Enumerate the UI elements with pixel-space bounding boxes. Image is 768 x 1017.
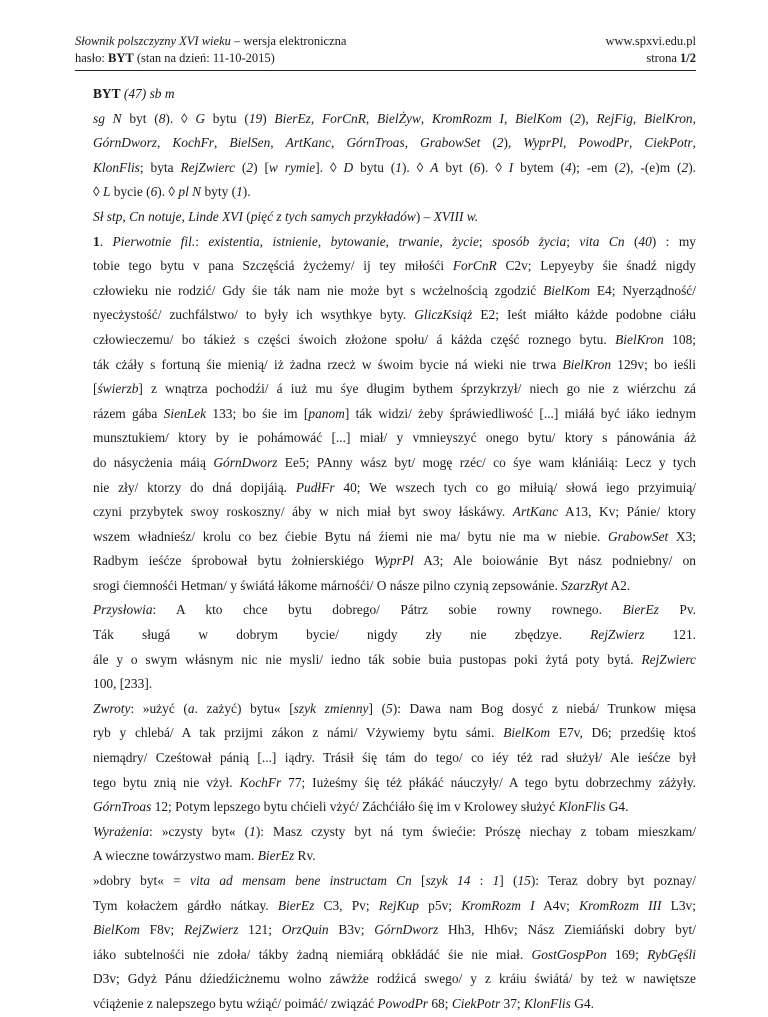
proverb-3: ále y o swym włásnym nic nie mysli/ iedno ták sobie buia pustopas poki żytá poty bytá. RejZwierc 100, [233].	[93, 651, 696, 692]
proverb-2: Ták sługá w dobrym bycie/ nigdy zły nie zbędzye. RejZwierz 121.	[93, 627, 696, 643]
sources-paragraph: Sł stp, Cn notuje, Linde XVI (pięć z tych samych przykładów) – XVIII w.	[93, 208, 479, 224]
sense-1-paragraph: 1. Pierwotnie fil.: existentia, istnienie, bytowanie, trwanie, życie; sposób życia; vita Cn (40) : my tobie tego bytu v pana Szczęściá życżemy/ ij tey miłośći ForCnR C2v; Lepyeyby śie śnadź nigdy człowieku nie rodzić/ Gdy śie ták nam nie może byt s wcżelnością zgodzić BielKom E4; Nyerządność/ nyecżystość/ zuchfálstwo/ to były ich wsythkye byty. GliczKsiąż E2; Ieśt miáłto káżde podobne ciáłu człowieczemu/ bo tákież s części śwoich złożone społu/ á káżda część roznego bytu. BielKron 108; ták cżáły s fortuną śie mienią/ iż żadna rzecż w śwoim bycie ná wieki nie trwa BielKron 129v; bo ieśli [świerzb] z wnątrza pochodźi/ á iuż mu śye długim bythem śprzykrzył/ niech go nie z wiérzchu zá rázem gába SienLek 133; bo śie im [panom] ták widzi/ żeby śpráwiedliwość [...] miáłá być iáko iednym munsztukiem/ ktory by ie pohámowáć [...] miał/ y vmnieyszyć onego bytu/ ktory s pánowánia áż do násycżenia máią GórnDworz Ee5; PAnny wász byt/ mogę rzéc/ co śye wam kłániáią: Lecz y tych nie zły/ ktorzy do dná dopijáią. PudłFr 40; We wszech tych co go miłuią/ słowá iego przyimuią/ czyni przybytek swoy roskoszny/ áby w nich miał byt swoy łáskáwy. ArtKanc A13, Kv; Pánie/ ktory wszem władnieśz/ krolu co bez ćiebie Bytu ná źiemi nie ma/ bytu nie ma w niebie. GrabowSet X3; Radbym ieśćze śprobował bytu żołnierskiégo WyprPl A3; Ale boiowánie Byt nász podniebny/ on srogi ćiemnośći Hetman/ y świátá łákome márnośći/ O nászе pilno czynią zepsowánie. SzarzRyt A2.	[93, 233, 696, 593]
header-divider	[75, 70, 696, 71]
inflection-paragraph: sg N byt (8). ◊ G bytu (19) BierEz, ForCnR, BielŻyw, KromRozm I, BielKom (2), RejFig, BielKron, GórnDworz, KochFr, BielSen, ArtKanc, GórnTroas, GrabowSet (2), WyprPl, PowodPr, CiekPotr, KlonFlis; byta RejZwierc (2) [w rymie]. ◊ D bytu (1). ◊ A byt (6). ◊ I bytem (4); -em (2), -(e)m (2). ◊ L bycie (6). ◊ pl N byty (1).	[93, 110, 696, 200]
good-life-paragraph: »dobry byt« = vita ad mensam bene instructam Cn [szyk 14 : 1] (15): Teraz dobry byt poznay/ Tym kołacżem gárdło nátkay. BierEz C3, Pv; RejKup p5v; KromRozm I A4v; KromRozm III L3v; BielKom F8v; RejZwierz 121; OrzQuin B3v; GórnDworz Hh3, Hh6v; Nász Ziemiáński dobry byt/ iáko subtelnośći nie zdoła/ tákby żadną niemiárą obkłádáć śie nie miał. GostGospPon 169; RybGęśli D3v; Gdyż Pánu dźiedźicżnemu wolno záwżże rodźicá swego/ y z kráiu świátá/ by też w nawiętsze vćiążenie z nalepszego bytu wźiąć/ poimáć/ związáć PowodPr 68; CiekPotr 37; KlonFlis G4.	[93, 873, 696, 1011]
entry-word: BYT	[107, 50, 134, 65]
page-header-right	[605, 33, 696, 66]
entry-headline	[75, 82, 696, 107]
proverbs-paragraph: Przysłowia: A kto chce bytu dobrego/ Pátrz sobie rowny rownego. BierEz Pv.	[93, 602, 696, 618]
entry-frequency: (47)	[123, 86, 147, 101]
entry-lemma: BYT	[93, 86, 121, 101]
dictionary-title-line: Słownik polszczyzny XVI wieku – wersja elektroniczna	[75, 34, 347, 48]
dictionary-title: Słownik polszczyzny XVI wieku	[75, 34, 231, 48]
page-number: 1/2	[680, 50, 696, 65]
page-number-line: strona 1/2	[646, 50, 696, 65]
entry-body	[75, 82, 696, 1017]
site-url[interactable]: www.spxvi.edu.pl	[605, 34, 696, 48]
entry-status-line: hasło: BYT (stan na dzień: 11-10-2015)	[75, 50, 275, 65]
entry-grammar: sb m	[149, 86, 175, 101]
expressions-paragraph: Wyrażenia: »czysty byt« (1): Masz czysty byt ná tym świećie: Prószę niechay z tobam mieszkam/ A wieczne towárzystwo mam. BierEz Rv.	[93, 823, 696, 864]
phrases-paragraph: Zwroty: »użyć (a. zażyć) bytu« [szyk zmienny] (5): Dawa nam Bog dosyć z niebá/ Trunkow mięsa ryb y chlebá/ A tak przijmi zákon z námi/ Vżywiemy bytu sámi. BielKom E7v, D6; przedśię ktoś niemądry/ Cześtował pánią [...] iądry. Trásił śię tám do tego/ co iéy téż rad służył/ Ale ieśćze był tego bytu znią nie vżył. KochFr 77; Iużeśmy śię téż płákáć náuczyły/ A tego bytu dobrzechmy záżyły. GórnTroas 12; Potym lepszego bytu chćieli vżyć/ Záchćiáło śię im v Krolowey służyć KlonFlis G4.	[93, 700, 696, 815]
page-header-left	[75, 33, 346, 66]
